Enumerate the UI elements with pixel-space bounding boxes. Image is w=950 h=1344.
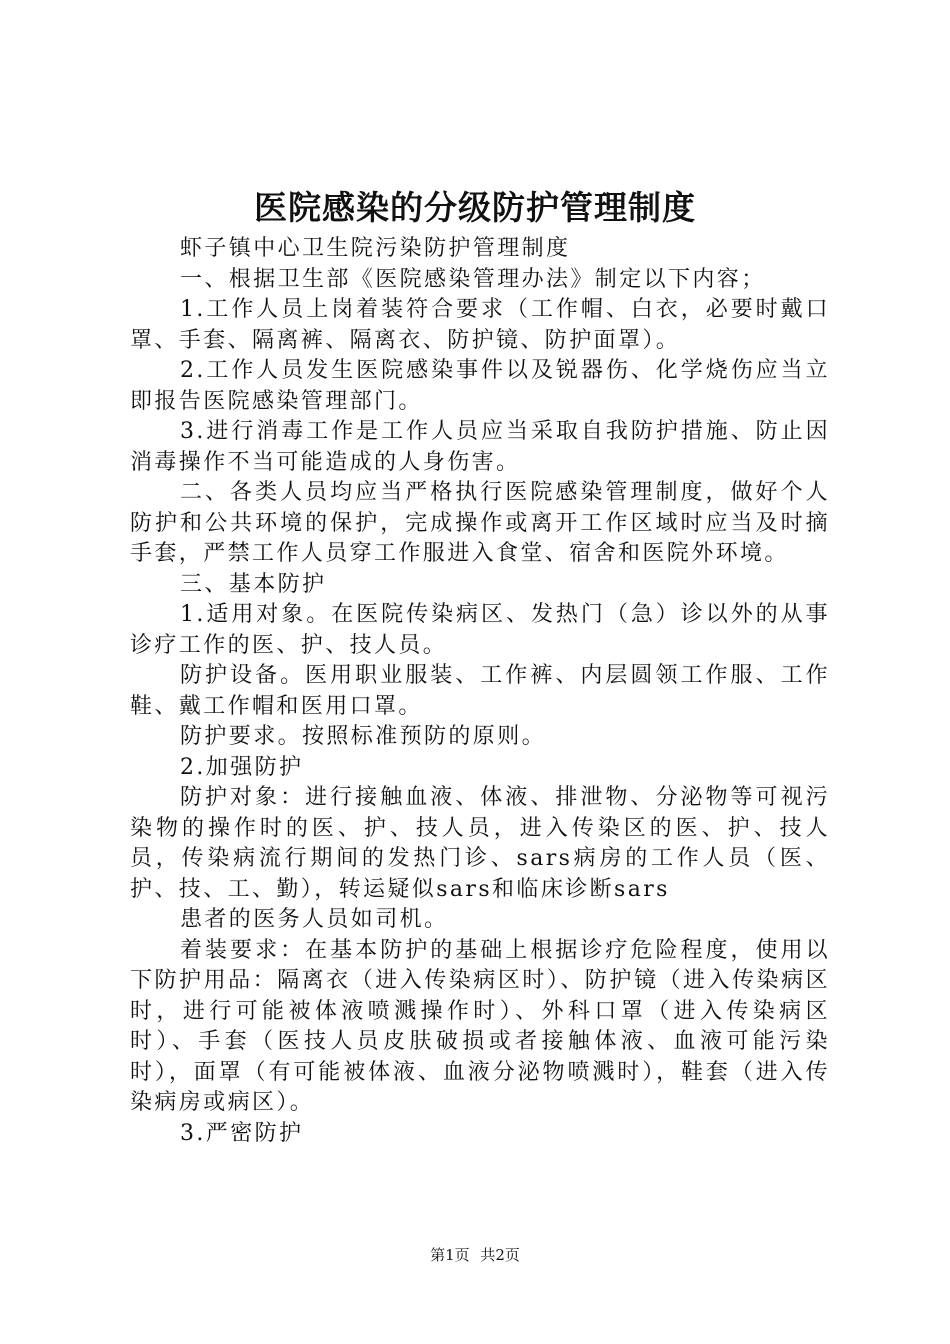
paragraph-section-2: 二、各类人员均应当严格执行医院感染管理制度，做好个人防护和公共环境的保护，完成操作或离开工作区域时应当及时摘手套，严禁工作人员穿工作服进入食堂、宿舍和医院外环境。 [130,480,830,566]
document-body [130,234,830,1149]
paragraph-enhanced-heading: 2.加强防护 [180,754,304,780]
paragraph-section-3: 三、基本防护 [180,571,327,597]
paragraph-item-1-2: 2.工作人员发生医院感染事件以及锐器伤、化学烧伤应当立即报告医院感染管理部门。 [130,358,830,414]
paragraph-basic-equipment: 防护设备。医用职业服装、工作裤、内层圆领工作服、工作鞋、戴工作帽和医用口罩。 [130,663,830,719]
paragraph-subtitle: 虾子镇中心卫生院污染防护管理制度 [180,236,571,261]
paragraph-enhanced-targets-cont: 患者的医务人员如司机。 [180,907,449,932]
paragraph-item-1-3: 3.进行消毒工作是工作人员应当采取自我防护措施、防止因消毒操作不当可能造成的人身伤害。 [130,419,830,475]
paragraph-enhanced-targets: 防护对象：进行接触血液、体液、排泄物、分泌物等可视污染物的操作时的医、护、技人员，进入传染区的医、护、技人员，传染病流行期间的发热门诊、sars病房的工作人员（医、护、技、工、勤），转运疑似sars和临床诊断sars [130,785,830,902]
paragraph-basic-requirement: 防护要求。按照标准预防的原则。 [180,724,547,749]
paragraph-basic-scope: 1.适用对象。在医院传染病区、发热门（急）诊以外的从事诊疗工作的医、护、技人员。 [130,602,830,658]
page-number-total: 共2页 [480,1246,520,1264]
paragraph-strict-heading: 3.严密防护 [180,1120,304,1146]
document-title: 医院感染的分级防护管理制度 [254,188,696,227]
page-number-current: 第1页 [430,1246,470,1264]
paragraph-item-1-1: 1.工作人员上岗着装符合要求（工作帽、白衣，必要时戴口罩、手套、隔离裤、隔离衣、防护镜、防护面罩）。 [130,297,830,353]
paragraph-enhanced-attire: 着装要求：在基本防护的基础上根据诊疗危险程度，使用以下防护用品：隔离衣（进入传染病区时）、防护镜（进入传染病区时，进行可能被体液喷溅操作时）、外科口罩（进入传染病区时）、手套（医技人员皮肤破损或者接触体液、血液可能污染时），面罩（有可能被体液、血液分泌物喷溅时），鞋套（进入传染病房或病区）。 [130,937,830,1115]
page-footer [0,1244,950,1266]
paragraph-section-1: 一、根据卫生部《医院感染管理办法》制定以下内容； [180,266,766,292]
